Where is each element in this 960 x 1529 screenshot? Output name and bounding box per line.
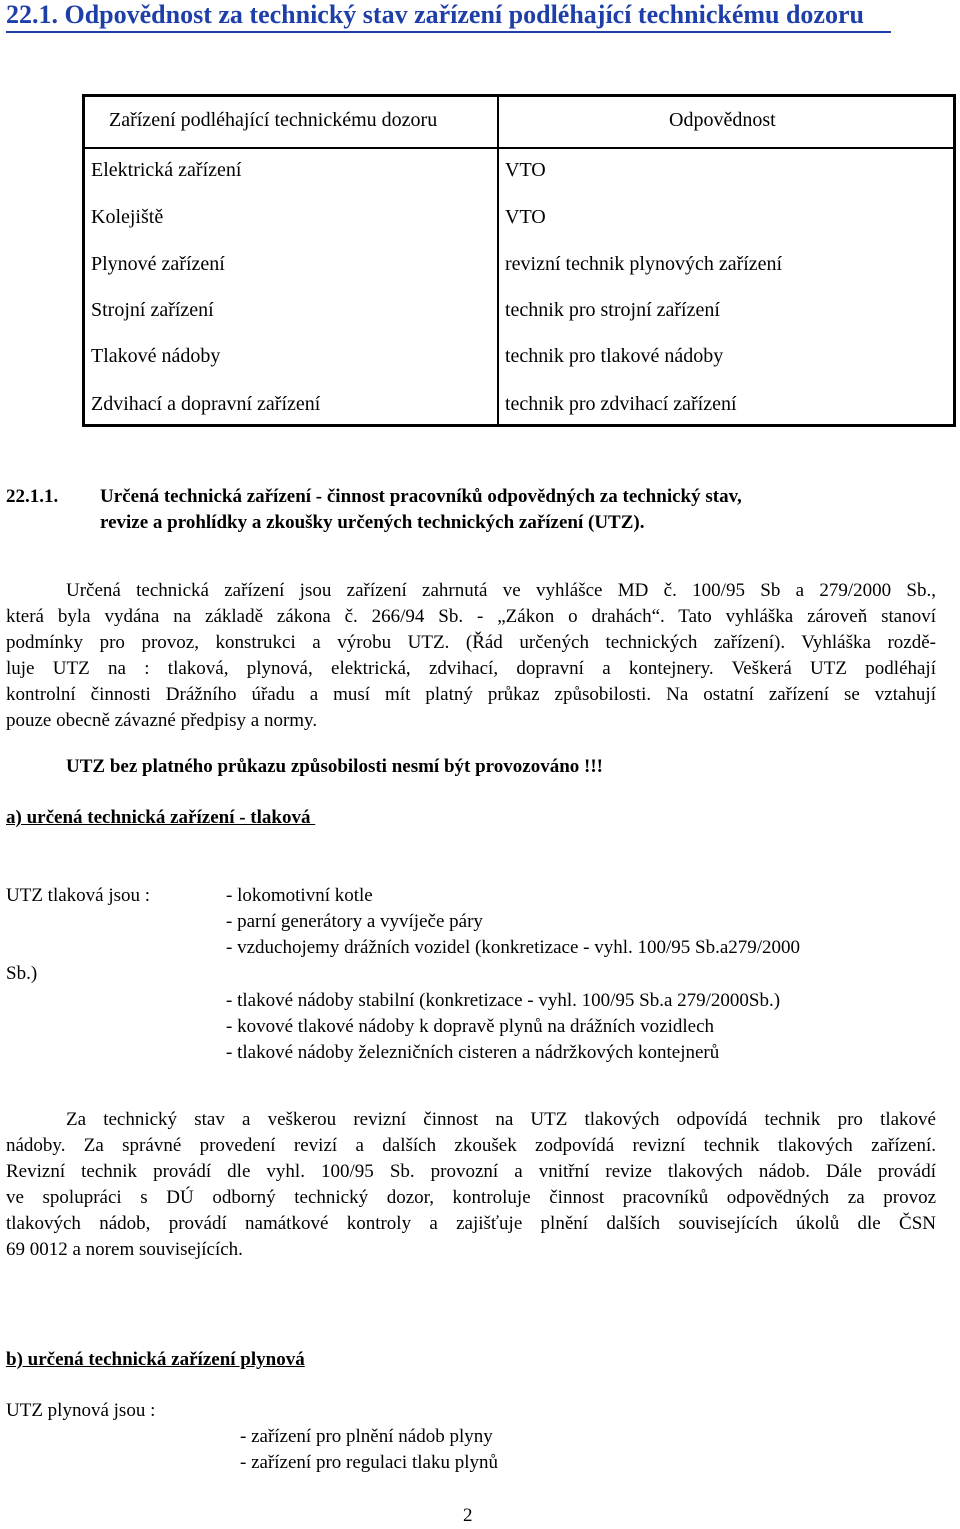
- paragraph-line: nádoby. Za správné provedení revizí a dalších zkoušek zodpovídá revizní technik tlakových zařízení.: [6, 1135, 936, 1156]
- table-header-responsibility: Odpovědnost: [669, 109, 776, 131]
- list-item: - zařízení pro plnění nádob plyny: [240, 1426, 493, 1447]
- page-title: 22.1. Odpovědnost za technický stav zařízení podléhající technickému dozoru: [6, 0, 864, 29]
- list-item: - lokomotivní kotle: [226, 885, 373, 906]
- paragraph-line: luje UTZ na : tlaková, plynová, elektrická, zdvihací, dopravní a kontejnery. Veškerá UTZ podléhají: [6, 658, 936, 679]
- paragraph-line: kontrolní činnosti Drážního úřadu a musí mít platný průkaz způsobilosti. Na ostatní zařízení se vztahují: [6, 684, 936, 705]
- paragraph-line: Určená technická zařízení jsou zařízení zahrnutá ve vyhlášce MD č. 100/95 Sb a 279/2000 Sb.,: [66, 580, 936, 601]
- pressure-paragraph: [6, 1107, 936, 1263]
- section-a-heading: a) určená technická zařízení - tlaková: [6, 807, 316, 828]
- paragraph-line: 69 0012 a norem souvisejících.: [6, 1239, 243, 1260]
- paragraph-line: Revizní technik provádí dle vyhl. 100/95 Sb. provozní a vnitřní revize tlakových nádob. Dále provádí: [6, 1161, 936, 1182]
- paragraph-line: podmínky pro provoz, konstrukci a výrobu UTZ. (Řád určených technických zařízení). Vyhláška rozdě-: [6, 632, 936, 653]
- section-number: 22.1.1.: [6, 486, 59, 507]
- table-cell-device: Plynové zařízení: [91, 253, 225, 275]
- table-cell-responsibility: revizní technik plynových zařízení: [505, 253, 783, 275]
- page-number: 2: [463, 1505, 473, 1526]
- section-title-line: revize a prohlídky a zkoušky určených technických zařízení (UTZ).: [100, 512, 645, 533]
- table-cell-device: Zdvihací a dopravní zařízení: [91, 393, 321, 415]
- table-cell-responsibility: technik pro zdvihací zařízení: [505, 393, 737, 415]
- section-b-label: UTZ plynová jsou :: [6, 1400, 156, 1421]
- table-header-divider: [85, 147, 953, 149]
- table-cell-device: Strojní zařízení: [91, 299, 214, 321]
- paragraph-line: Za technický stav a veškerou revizní činnost na UTZ tlakových odpovídá technik pro tlakové: [66, 1109, 936, 1130]
- section-title-line: Určená technická zařízení - činnost pracovníků odpovědných za technický stav,: [100, 486, 742, 507]
- table-cell-responsibility: VTO: [505, 206, 546, 228]
- list-item: - vzduchojemy drážních vozidel (konkretizace - vyhl. 100/95 Sb.a279/2000: [226, 937, 801, 958]
- title-underline: [6, 31, 891, 33]
- paragraph-line: ve spolupráci s DÚ odborný technický dozor, kontroluje činnost pracovníků odpovědných za provoz: [6, 1187, 936, 1208]
- section-a-label: UTZ tlaková jsou :: [6, 885, 151, 906]
- table-cell-device: Kolejiště: [91, 206, 164, 228]
- paragraph-line: tlakových nádob, provádí namátkové kontroly a zajišťuje plnění dalších souvisejících úkolů dle ČSN: [6, 1213, 936, 1234]
- list-item: - parní generátory a vyvíječe páry: [226, 911, 483, 932]
- utz-paragraph: [6, 578, 936, 734]
- table-header-device: Zařízení podléhající technickému dozoru: [109, 109, 438, 131]
- list-item: - zařízení pro regulaci tlaku plynů: [240, 1452, 498, 1473]
- table-cell-responsibility: VTO: [505, 159, 546, 181]
- section-b-heading: b) určená technická zařízení plynová: [6, 1349, 305, 1370]
- table-cell-responsibility: technik pro strojní zařízení: [505, 299, 720, 321]
- list-item: - tlakové nádoby železničních cisteren a nádržkových kontejnerů: [226, 1042, 720, 1063]
- table-cell-device: Tlakové nádoby: [91, 345, 221, 367]
- paragraph-line: pouze obecně závazné předpisy a normy.: [6, 710, 318, 731]
- responsibility-table: [82, 94, 956, 427]
- section-a-label-continuation: Sb.): [6, 963, 38, 984]
- table-cell-device: Elektrická zařízení: [91, 159, 242, 181]
- list-item: - tlakové nádoby stabilní (konkretizace - vyhl. 100/95 Sb.a 279/2000Sb.): [226, 990, 781, 1011]
- list-item: - kovové tlakové nádoby k dopravě plynů na drážních vozidlech: [226, 1016, 715, 1037]
- table-cell-responsibility: technik pro tlakové nádoby: [505, 345, 724, 367]
- warning-text: UTZ bez platného průkazu způsobilosti nesmí být provozováno !!!: [66, 756, 603, 777]
- paragraph-line: která byla vydána na základě zákona č. 266/94 Sb. - „Zákon o drahách“. Tato vyhláška zároveň stanoví: [6, 606, 936, 627]
